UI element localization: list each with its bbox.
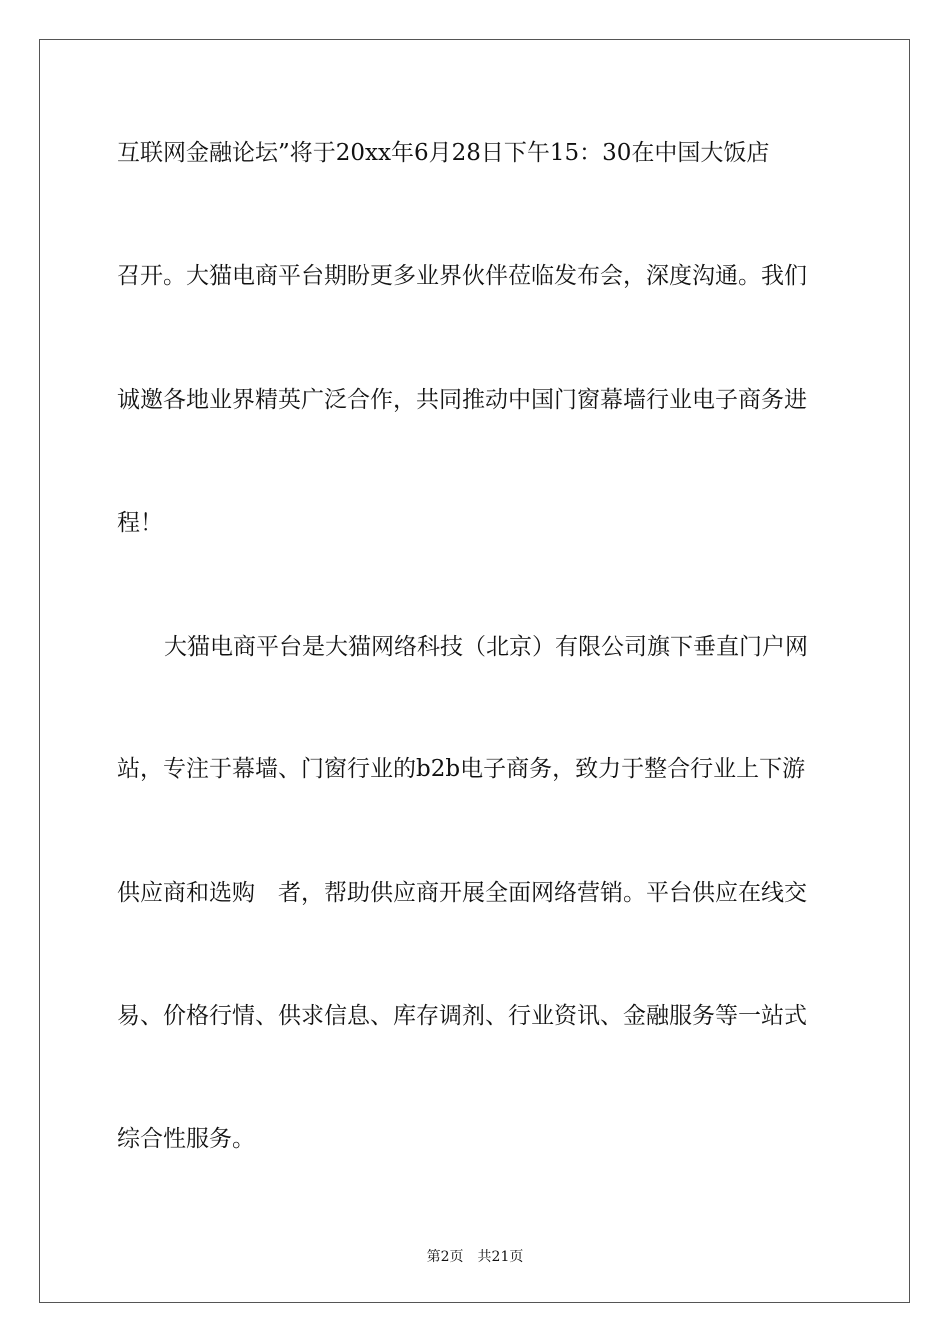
- body-text-line: 诚邀各地业界精英广泛合作，共同推动中国门窗幕墙行业电子商务进: [117, 387, 807, 413]
- body-text-line: 综合性服务。: [117, 1126, 255, 1152]
- body-text-line: 召开。大猫电商平台期盼更多业界伙伴莅临发布会，深度沟通。我们: [117, 263, 807, 289]
- body-text-line: 互联网金融论坛”将于20xx年6月28日下午15：30在中国大饭店: [117, 140, 770, 166]
- body-text-line: 供应商和选购 者，帮助供应商开展全面网络营销。平台供应在线交: [117, 880, 807, 906]
- page-total: 共21页: [477, 1249, 524, 1265]
- page-frame: [39, 39, 910, 1303]
- body-text-line: 站，专注于幕墙、门窗行业的b2b电子商务，致力于整合行业上下游: [117, 756, 806, 782]
- page-footer: [0, 1246, 950, 1266]
- body-text-line: 易、价格行情、供求信息、库存调剂、行业资讯、金融服务等一站式: [117, 1003, 807, 1029]
- paragraph-start-line: 大猫电商平台是大猫网络科技（北京）有限公司旗下垂直门户网: [164, 634, 808, 660]
- page-number: 第2页: [426, 1249, 464, 1265]
- body-text-line: 程！: [117, 510, 163, 536]
